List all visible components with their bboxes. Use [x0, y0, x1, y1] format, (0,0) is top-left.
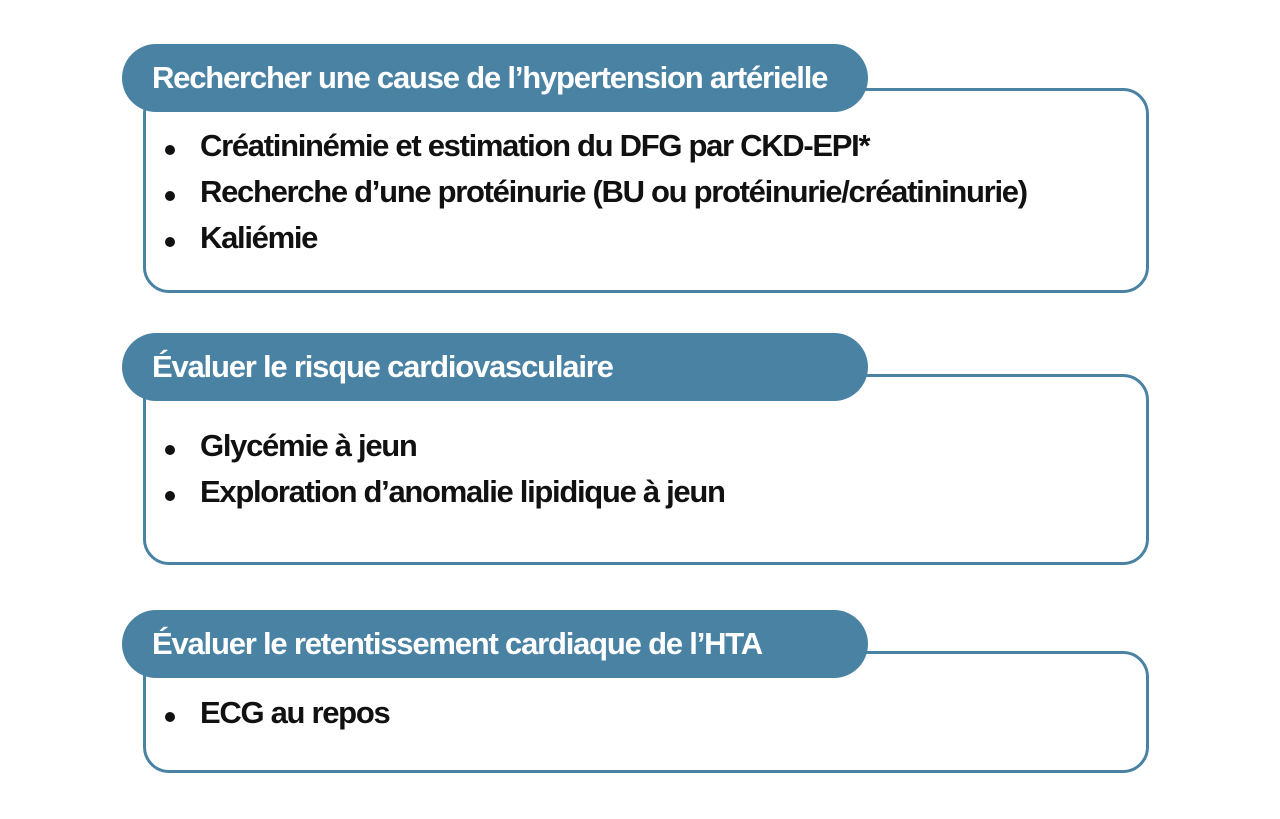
- list-item: [165, 169, 1027, 215]
- bullet-icon: [165, 191, 175, 201]
- section-header-cardiac: [122, 610, 868, 678]
- list-item-text: Créatininémie et estimation du DFG par CKD-EPI*: [200, 128, 870, 163]
- section-list-cause: [165, 123, 1027, 261]
- bullet-icon: [165, 237, 175, 247]
- bullet-icon: [165, 145, 175, 155]
- bullet-icon: [165, 491, 175, 501]
- list-item-text: Kaliémie: [200, 220, 318, 255]
- list-item: [165, 690, 389, 736]
- bullet-icon: [165, 445, 175, 455]
- section-title: Évaluer le risque cardiovasculaire: [152, 349, 613, 384]
- section-header-cause: [122, 44, 868, 112]
- list-item-text: Recherche d’une protéinurie (BU ou protéinurie/créatininurie): [200, 174, 1027, 209]
- section-title: Évaluer le retentissement cardiaque de l’HTA: [152, 626, 762, 661]
- list-item: [165, 469, 725, 515]
- list-item-text: Exploration d’anomalie lipidique à jeun: [200, 474, 725, 509]
- section-list-risk: [165, 423, 725, 515]
- section-title: Rechercher une cause de l’hypertension artérielle: [152, 60, 828, 95]
- list-item-text: ECG au repos: [200, 695, 390, 730]
- list-item: [165, 123, 1027, 169]
- list-item-text: Glycémie à jeun: [200, 428, 417, 463]
- list-item: [165, 215, 1027, 261]
- section-header-risk: [122, 333, 868, 401]
- bullet-icon: [165, 712, 175, 722]
- section-list-cardiac: [165, 690, 389, 736]
- list-item: [165, 423, 725, 469]
